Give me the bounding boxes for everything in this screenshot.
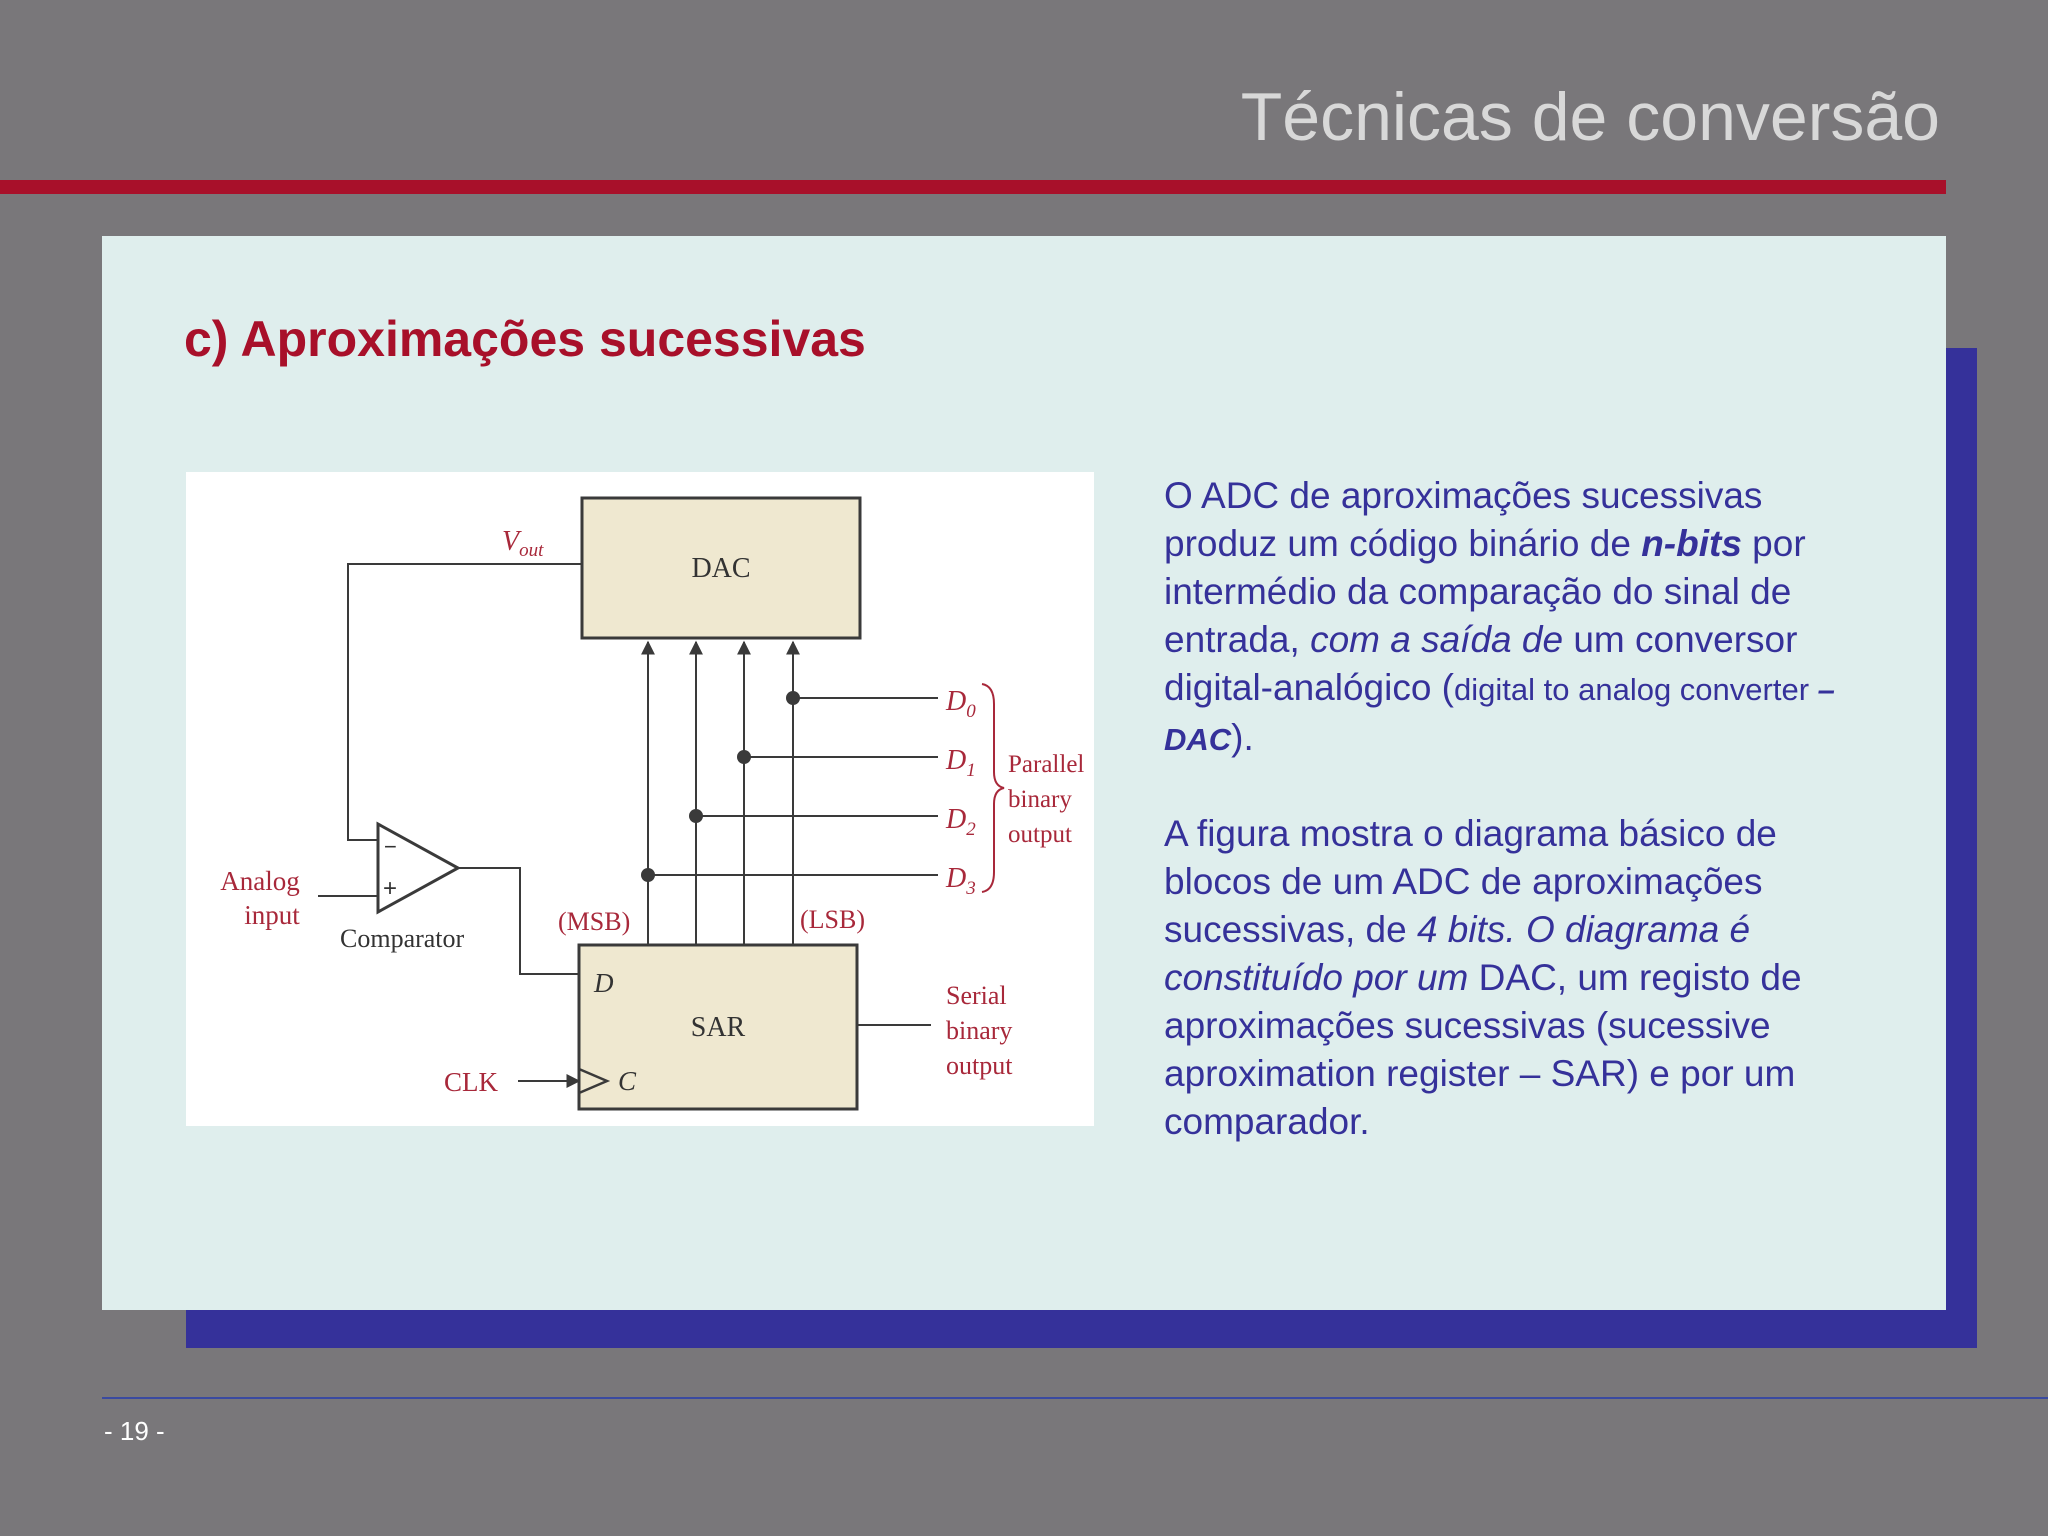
junction-dot-d1 bbox=[737, 750, 751, 764]
vout-feedback-wire bbox=[348, 564, 582, 840]
slide-title: Técnicas de conversão bbox=[1240, 79, 1940, 155]
output-label-d3: $D_3$ bbox=[946, 863, 976, 899]
serial-label-3: output bbox=[946, 1051, 1013, 1080]
block-diagram-svg bbox=[186, 472, 1094, 1126]
sar-d-pin-label: D bbox=[594, 968, 614, 998]
output-label-d0: $D_0$ bbox=[946, 686, 976, 722]
output-label-d2: $D_2$ bbox=[946, 804, 976, 840]
output-label-d1: $D_1$ bbox=[946, 745, 976, 781]
msb-label: (MSB) bbox=[558, 907, 631, 936]
content-panel bbox=[102, 236, 1946, 1310]
footer-divider bbox=[102, 1397, 2048, 1399]
page-number: - 19 - bbox=[104, 1416, 165, 1446]
analog-input-label-2: input bbox=[244, 900, 300, 930]
parallel-label-3: output bbox=[1008, 821, 1072, 848]
junction-dot-d3 bbox=[641, 868, 655, 882]
serial-label-2: binary bbox=[946, 1016, 1013, 1045]
comparator-plus: + bbox=[383, 875, 398, 902]
serial-label-1: Serial bbox=[946, 981, 1007, 1010]
paragraph-2: A figura mostra o diagrama básico de blocos de um ADC de aproximações sucessivas, de 4 bits. O diagrama é constituído por um DAC, um registo de aproximações sucessivas (sucessive aproximation register – SAR) e por um comparador. bbox=[1164, 813, 1802, 1142]
paragraph-1: O ADC de aproximações sucessivas produz um código binário de n-bits por intermédio da comparação do sinal de entrada, com a saída de um conversor digital-analógico (digital to analog converter – DAC). bbox=[1164, 475, 1835, 758]
lsb-label: (LSB) bbox=[800, 905, 865, 934]
comparator-minus: − bbox=[384, 834, 397, 859]
section-heading: c) Aproximações sucessivas bbox=[184, 311, 866, 367]
junction-dot-d2 bbox=[689, 809, 703, 823]
clk-label: CLK bbox=[444, 1067, 498, 1097]
dac-label: DAC bbox=[691, 553, 751, 584]
sar-label: SAR bbox=[690, 1012, 746, 1043]
junction-dot-d0 bbox=[786, 691, 800, 705]
sar-c-pin-label: C bbox=[618, 1066, 637, 1096]
analog-input-label-1: Analog bbox=[220, 866, 300, 896]
parallel-label-1: Parallel bbox=[1008, 751, 1085, 778]
comparator-label: Comparator bbox=[340, 924, 465, 953]
explanation-text bbox=[1164, 472, 1884, 1192]
sar-adc-block-diagram bbox=[186, 472, 1094, 1126]
vout-label: $V_{out}$ bbox=[502, 526, 544, 561]
parallel-output-brace bbox=[982, 684, 1004, 892]
title-underline-bar bbox=[0, 180, 1946, 194]
parallel-label-2: binary bbox=[1008, 786, 1072, 813]
